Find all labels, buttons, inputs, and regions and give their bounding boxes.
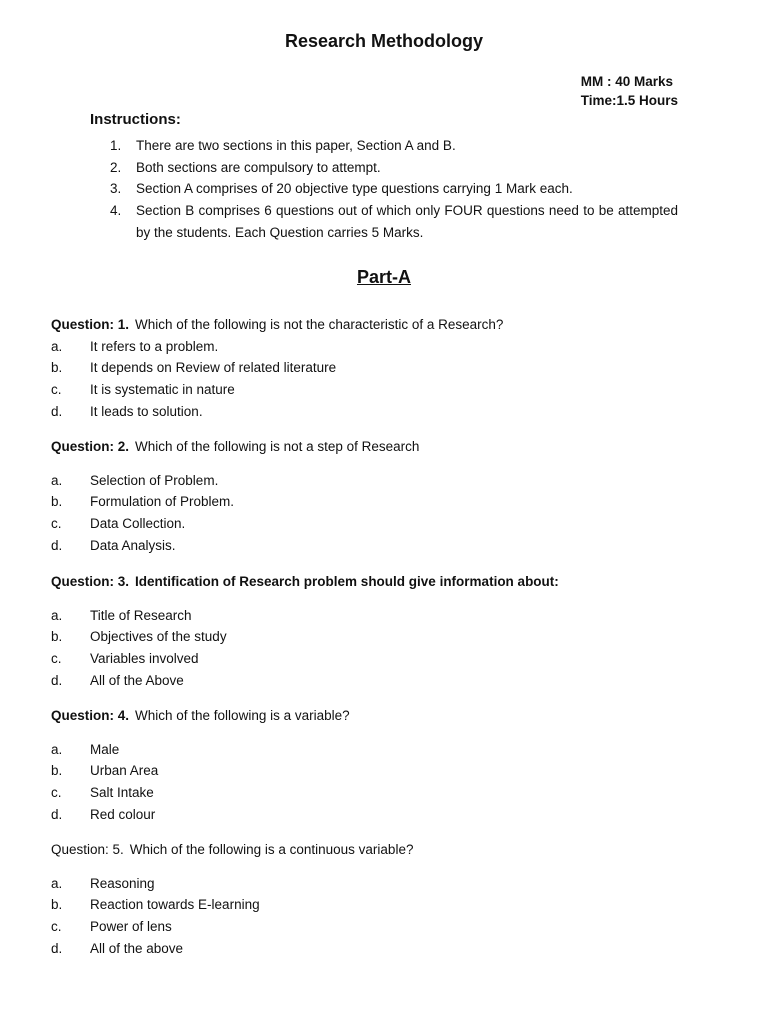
option-text: Data Collection. <box>90 516 186 532</box>
option-letter: d. <box>51 403 63 419</box>
option-letter: c. <box>51 785 62 801</box>
option-letter: a. <box>51 875 63 891</box>
option-letter: b. <box>51 629 63 645</box>
option-letter: a. <box>51 338 63 354</box>
option-item <box>51 626 691 648</box>
instruction-item <box>110 157 678 179</box>
option-text: Formulation of Problem. <box>90 494 235 510</box>
option-letter: c. <box>51 651 62 667</box>
question-label: Question: 1. <box>51 317 130 332</box>
option-text: Variables involved <box>90 651 199 667</box>
option-item <box>51 605 691 627</box>
option-item <box>51 401 691 423</box>
options-list <box>51 739 691 826</box>
question-text: Which of the following is a continuous variable? <box>129 842 414 857</box>
option-letter: a. <box>51 472 63 488</box>
option-text: It refers to a problem. <box>90 338 219 354</box>
question-line <box>51 839 691 861</box>
option-item <box>51 938 691 960</box>
page-title: Research Methodology <box>284 31 484 51</box>
question-text: Which of the following is not the characteristic of a Research? <box>135 317 504 332</box>
option-text: Salt Intake <box>90 785 154 801</box>
option-item <box>51 379 691 401</box>
question-line <box>51 571 691 593</box>
option-text: Power of lens <box>90 919 172 935</box>
question-label: Question: 4. <box>51 708 130 723</box>
option-text: It leads to solution. <box>90 403 203 419</box>
question-line <box>51 314 691 336</box>
option-letter: b. <box>51 763 63 779</box>
part-heading: Part-A <box>356 267 411 287</box>
question-text: Identification of Research problem should give information about: <box>135 574 559 589</box>
option-text: Title of Research <box>90 607 192 623</box>
option-text: Reaction towards E-learning <box>90 897 260 913</box>
option-item <box>51 760 691 782</box>
instruction-number: 2. <box>110 159 122 175</box>
option-text: It is systematic in nature <box>90 382 235 398</box>
instruction-text: Section B comprises 6 questions out of which only FOUR questions need to be attempted by the students. Each Question carries 5 Marks. <box>136 203 678 240</box>
question-label: Question: 2. <box>51 439 130 454</box>
instruction-text: There are two sections in this paper, Section A and B. <box>136 138 456 153</box>
option-letter: c. <box>51 382 62 398</box>
question-block <box>51 839 691 960</box>
question-text: Which of the following is a variable? <box>135 708 350 723</box>
options-list <box>51 336 691 423</box>
instruction-item <box>110 135 678 157</box>
option-text: Urban Area <box>90 763 159 779</box>
instruction-text: Section A comprises of 20 objective type questions carrying 1 Mark each. <box>136 181 573 197</box>
question-block <box>51 571 691 692</box>
question-line <box>51 705 691 727</box>
option-letter: a. <box>51 741 63 757</box>
marks-block <box>581 73 678 110</box>
question-block <box>51 705 691 826</box>
option-text: It depends on Review of related literature <box>90 360 337 376</box>
option-letter: c. <box>51 919 62 935</box>
instructions-heading: Instructions: <box>90 111 181 128</box>
option-letter: b. <box>51 360 63 376</box>
instruction-item <box>110 178 678 200</box>
option-item <box>51 470 691 492</box>
option-item <box>51 513 691 535</box>
option-text: All of the Above <box>90 672 184 688</box>
option-text: Male <box>90 741 120 757</box>
instruction-number: 1. <box>110 138 122 153</box>
instruction-item <box>110 200 678 243</box>
option-letter: a. <box>51 607 63 623</box>
option-letter: d. <box>51 537 63 553</box>
option-item <box>51 357 691 379</box>
option-item <box>51 916 691 938</box>
options-list <box>51 605 691 692</box>
options-list <box>51 470 691 557</box>
option-letter: c. <box>51 516 62 532</box>
option-letter: d. <box>51 672 63 688</box>
instruction-text: Both sections are compulsory to attempt. <box>136 159 381 175</box>
option-item <box>51 670 691 692</box>
option-letter: b. <box>51 494 63 510</box>
question-line <box>51 436 691 458</box>
option-letter: d. <box>51 940 63 956</box>
instruction-number: 4. <box>110 203 122 219</box>
question-block <box>51 314 691 423</box>
question-label: Question: 3. <box>51 574 130 589</box>
option-item <box>51 782 691 804</box>
option-item <box>51 804 691 826</box>
question-block <box>51 436 691 557</box>
option-text: Red colour <box>90 806 156 822</box>
option-text: All of the above <box>90 940 184 956</box>
option-letter: b. <box>51 897 63 913</box>
question-label: Question: 5. <box>51 842 124 857</box>
option-item <box>51 336 691 358</box>
max-marks: MM : 40 Marks <box>580 74 673 89</box>
option-letter: d. <box>51 806 63 822</box>
option-item <box>51 535 691 557</box>
instructions-list <box>110 135 678 244</box>
option-item <box>51 894 691 916</box>
time-limit: Time:1.5 Hours <box>580 92 678 108</box>
option-item <box>51 739 691 761</box>
option-text: Data Analysis. <box>90 537 176 553</box>
option-text: Reasoning <box>90 875 155 891</box>
option-item <box>51 873 691 895</box>
option-item <box>51 491 691 513</box>
options-list <box>51 873 691 960</box>
option-text: Selection of Problem. <box>90 472 219 488</box>
question-text: Which of the following is not a step of Research <box>135 439 420 454</box>
option-item <box>51 648 691 670</box>
option-text: Objectives of the study <box>90 629 227 645</box>
instruction-number: 3. <box>110 181 122 197</box>
